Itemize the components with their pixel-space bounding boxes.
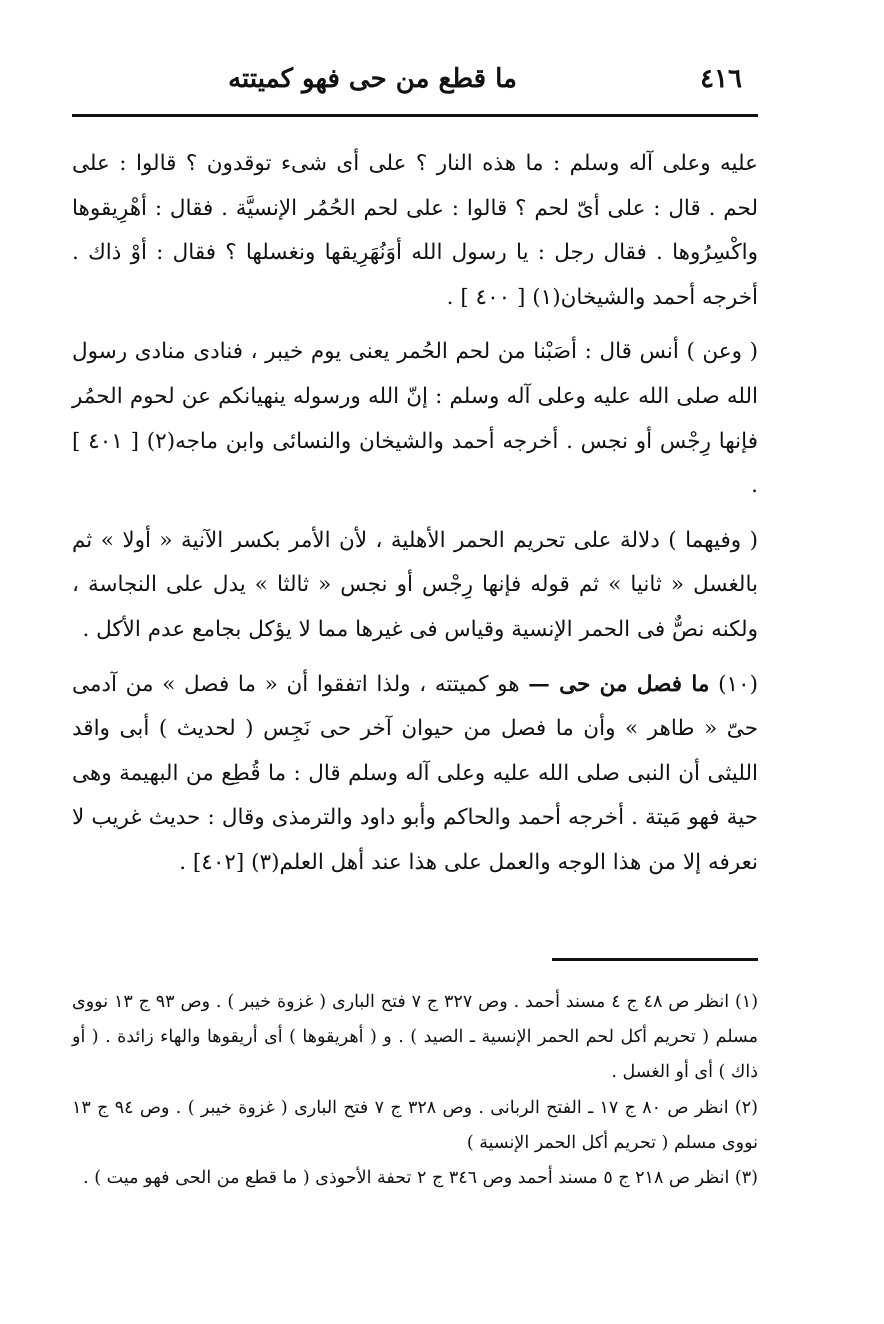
footnote-2: (٢) انظر ص ٨٠ ج ١٧ ـ الفتح الربانى . وص ٣٢٨ ج ٧ فتح البارى ( غزوة خيبر ) . وص ٩٤ ج ١٣ نووى مسلم ( تحريم أكل الحمر الإنسية ) <box>72 1097 758 1153</box>
section-number: (١٠) <box>718 671 758 697</box>
page-number: ٤١٦ <box>700 64 742 94</box>
running-title: ما قطع من حى فهو كميتته <box>228 64 517 94</box>
page-header <box>72 58 742 108</box>
footnote-1: (١) انظر ص ٤٨ ج ٤ مسند أحمد . وص ٣٢٧ ج ٧ فتح البارى ( غزوة خيبر ) . وص ٩٣ ج ١٣ نووى مسلم ( تحريم أكل لحم الحمر الإنسية ـ الصيد ) . و ( أهريقوها ) أى أريقوها والهاء زائدة . ( أو ذاك ) أى أو الغسل . <box>72 992 759 1083</box>
paragraph-4 <box>72 663 758 886</box>
main-text <box>72 142 758 896</box>
footnotes <box>72 985 758 1196</box>
footnote-3: (٣) انظر ص ٢١٨ ج ٥ مسند أحمد وص ٣٤٦ ج ٢ تحفة الأحوذى ( ما قطع من الحى فهو ميت ) . <box>83 1168 758 1189</box>
paragraph-2: ( وعن ) أنس قال : أصَبْنا من لحم الحُمر يعنى يوم خيبر ، فنادى منادى رسول الله صلى الله عليه وعلى آله وسلم : إنّ الله ورسوله ينهيانكم عن لحوم الحمُر فإنها رِجْس أو نجس . أخرجه أحمد والشيخان والنسائى وابن ماجه(٢) [ ٤٠١ ] . <box>72 339 758 499</box>
section-heading: ما فصل من حى — <box>528 671 710 697</box>
header-rule <box>72 114 758 117</box>
paragraph-3: ( وفيهما ) دلالة على تحريم الحمر الأهلية ، لأن الأمر بكسر الآنية « أولا » ثم بالغسل « ثانيا » ثم قوله فإنها رِجْس أو نجس « ثالثا » يدل على النجاسة ، ولكنه نصٌّ فى الحمر الإنسية وقياس فى غيرها مما لا يؤكل بجامع عدم الأكل . <box>72 527 758 642</box>
section-text: هو كميتته ، ولذا اتفقوا أن « ما فصل » من آدمى حىّ « طاهر » وأن ما فصل من حيوان آخر حى نَجِس ( لحديث ) أبى واقد الليثى أن النبى صلى الله عليه وعلى آله وسلم قال : ما قُطِع من البهيمة وهى حية فهو مَيتة . أخرجه أحمد والحاكم وأبو داود والترمذى وقال : حديث غريب لا نعرفه إلا من هذا الوجه والعمل على هذا عند أهل العلم(٣) [٤٠٢] . <box>72 671 758 875</box>
footnote-separator <box>552 958 758 961</box>
paragraph-1: عليه وعلى آله وسلم : ما هذه النار ؟ على أى شىء توقدون ؟ قالوا : على لحم . قال : على أىّ لحم ؟ قالوا : على لحم الحُمُر الإنسيَّة . فقال : أهْرِيقوها واكْسِرُوها . فقال رجل : يا رسول الله أوَنُهَرِيقها ونغسلها ؟ فقال : أوْ ذاك . أخرجه أحمد والشيخان(١) [ ٤٠٠ ] . <box>72 151 758 310</box>
